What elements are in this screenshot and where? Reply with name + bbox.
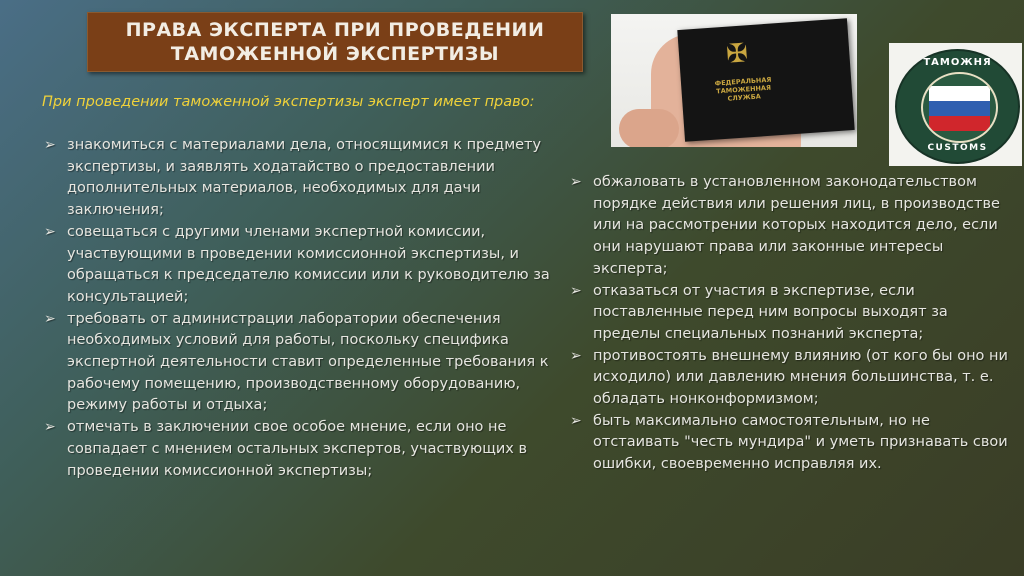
id-card [677, 18, 854, 142]
bullet-arrow-icon: ➢ [44, 419, 56, 436]
bullet-arrow-icon: ➢ [570, 347, 582, 364]
right-item-text: совещаться с другими членами экспертной комиссии, участвующими в проведении комиссионной экспертизы, и обращаться к председателю комиссии или к руководителю за консультацией; [67, 223, 550, 305]
bullet-arrow-icon: ➢ [570, 174, 582, 190]
right-item [42, 222, 562, 309]
intro-text: При проведении таможенной экспертизы эксперт имеет право: [42, 94, 535, 110]
title-line-1: ПРАВА ЭКСПЕРТА ПРИ ПРОВЕДЕНИИ [125, 19, 545, 41]
right-item [568, 281, 1008, 346]
title-line-2: ТАМОЖЕННОЙ ЭКСПЕРТИЗЫ [170, 43, 500, 65]
right-item-text: отказаться от участия в экспертизе, если поставленные перед ним вопросы выходят за пределы специальных познаний эксперта; [593, 282, 948, 342]
right-item [568, 411, 1008, 476]
logo-bottom-text: CUSTOMS [927, 143, 988, 153]
right-item [42, 417, 562, 482]
right-item-text: отмечать в заключении свое особое мнение, если оно не совпадает с мнением остальных экспертов, участвующих в проведении комиссионной экспертизы; [67, 419, 528, 479]
right-rights-list [568, 172, 1008, 476]
right-item [568, 172, 1008, 281]
bullet-arrow-icon: ➢ [570, 282, 582, 299]
bullet-arrow-icon: ➢ [44, 223, 56, 240]
title-banner [87, 12, 583, 72]
logo-top-text: ТАМОЖНЯ [923, 57, 992, 68]
right-item-text: быть максимально самостоятельным, но не отстаивать "честь мундира" и уметь признавать свои ошибки, своевременно исправляя их. [593, 412, 1008, 473]
id-card-photo [611, 14, 857, 147]
right-item [42, 309, 562, 418]
customs-logo [889, 43, 1022, 166]
right-item-text: противостоять внешнему влиянию (от кого бы оно ни исходило) или давлению мнения большинства, т. е. обладать нонконформизмом; [593, 347, 1008, 408]
right-item-text: знакомиться с материалами дела, относящимися к предмету экспертизы, и заявлять ходатайство о предоставлении дополнительных материалов, необходимых для дачи заключения; [67, 137, 542, 219]
flag-stripe-blue [929, 101, 990, 116]
flag-stripe-white [929, 86, 990, 101]
logo-ring [895, 49, 1020, 164]
right-item-text: обжаловать в установленном законодательством порядке действия или решения лиц, в производстве или на рассмотрении которых находится дело, если они нарушают права или законные интересы эксперта; [593, 174, 1000, 277]
thumb-image [619, 109, 679, 147]
right-item [568, 346, 1008, 411]
bullet-arrow-icon: ➢ [44, 137, 56, 153]
bullet-arrow-icon: ➢ [44, 310, 56, 327]
right-item-text: требовать от администрации лаборатории обеспечения необходимых условий для работы, поскольку специфика экспертной деятельности ставит определенные требования к рабочему помещению, производственному оборудованию, режиму работы и отдыха; [67, 310, 549, 414]
right-item [42, 135, 562, 222]
left-rights-list [42, 135, 562, 482]
bullet-arrow-icon: ➢ [570, 412, 582, 429]
double-headed-eagle-icon: ✠ [725, 38, 750, 70]
flag-icon [921, 72, 998, 143]
flag-stripe-red [929, 116, 990, 131]
id-card-text: ФЕДЕРАЛЬНАЯ ТАМОЖЕННАЯ СЛУЖБА [714, 75, 772, 103]
